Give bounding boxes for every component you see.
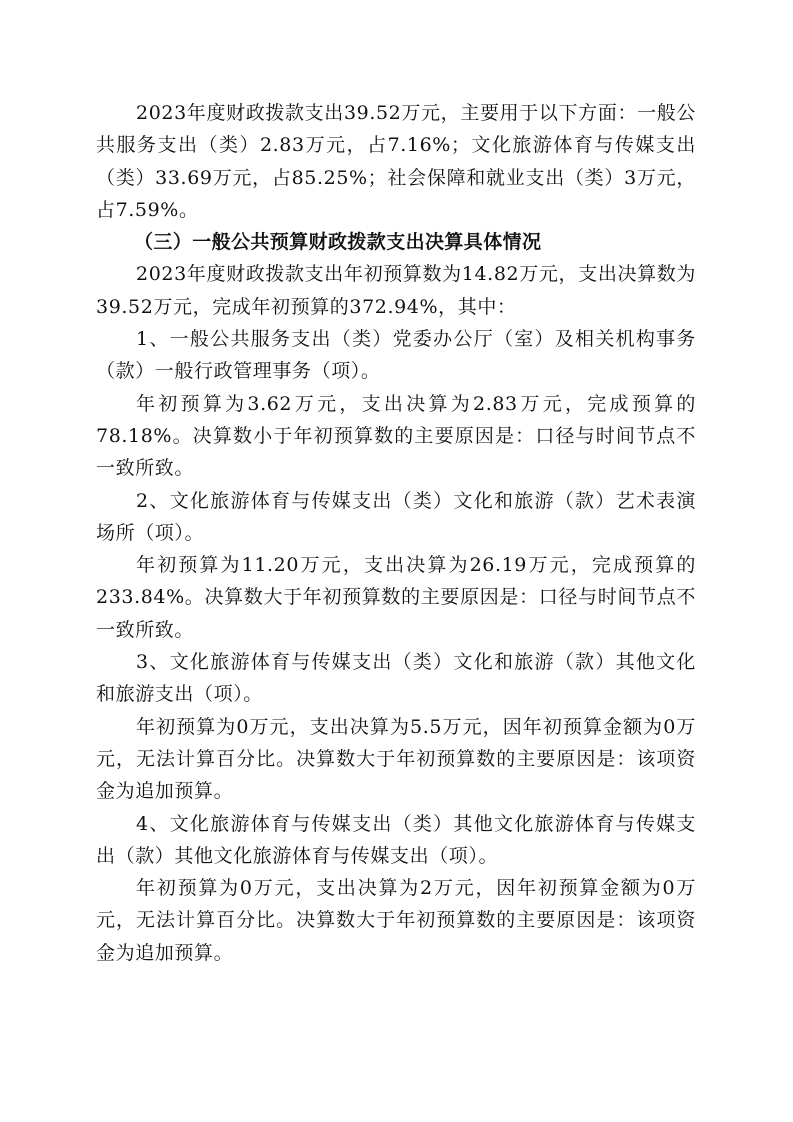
- paragraph-expenditure-summary: 2023年度财政拨款支出39.52万元，主要用于以下方面：一般公共服务支出（类）2.83万元，占7.16%；文化旅游体育与传媒支出（类）33.69万元，占85.25%；社会保障和就业支出（类）3万元，占7.59%。: [96, 102, 696, 221]
- item-4-body: 年初预算为0万元，支出决算为2万元，因年初预算金额为0万元，无法计算百分比。决算数大于年初预算数的主要原因是：该项资金为追加预算。: [96, 877, 696, 964]
- section-heading-3: （三）一般公共预算财政拨款支出决算具体情况: [134, 231, 542, 254]
- item-2-title: 2、文化旅游体育与传媒支出（类）文化和旅游（款）艺术表演场所（项）。: [96, 489, 696, 544]
- paragraph-budget-overview: 2023年度财政拨款支出年初预算数为14.82万元，支出决算数为39.52万元，完成年初预算的372.94%，其中：: [96, 263, 696, 318]
- item-1-body: 年初预算为3.62万元，支出决算为2.83万元，完成预算的78.18%。决算数小于年初预算数的主要原因是：口径与时间节点不一致所致。: [96, 392, 696, 480]
- item-2-body: 年初预算为11.20万元，支出决算为26.19万元，完成预算的233.84%。决算数大于年初预算数的主要原因是：口径与时间节点不一致所致。: [96, 554, 696, 641]
- item-1-title: 1、一般公共服务支出（类）党委办公厅（室）及相关机构事务（款）一般行政管理事务（项）。: [96, 328, 696, 383]
- item-3-body: 年初预算为0万元，支出决算为5.5万元，因年初预算金额为0万元，无法计算百分比。决算数大于年初预算数的主要原因是：该项资金为追加预算。: [96, 715, 696, 803]
- item-3-title: 3、文化旅游体育与传媒支出（类）文化和旅游（款）其他文化和旅游支出（项）。: [96, 651, 696, 706]
- document-page: [96, 97, 696, 969]
- item-4-title: 4、文化旅游体育与传媒支出（类）其他文化旅游体育与传媒支出（款）其他文化旅游体育与传媒支出（项）。: [96, 812, 696, 867]
